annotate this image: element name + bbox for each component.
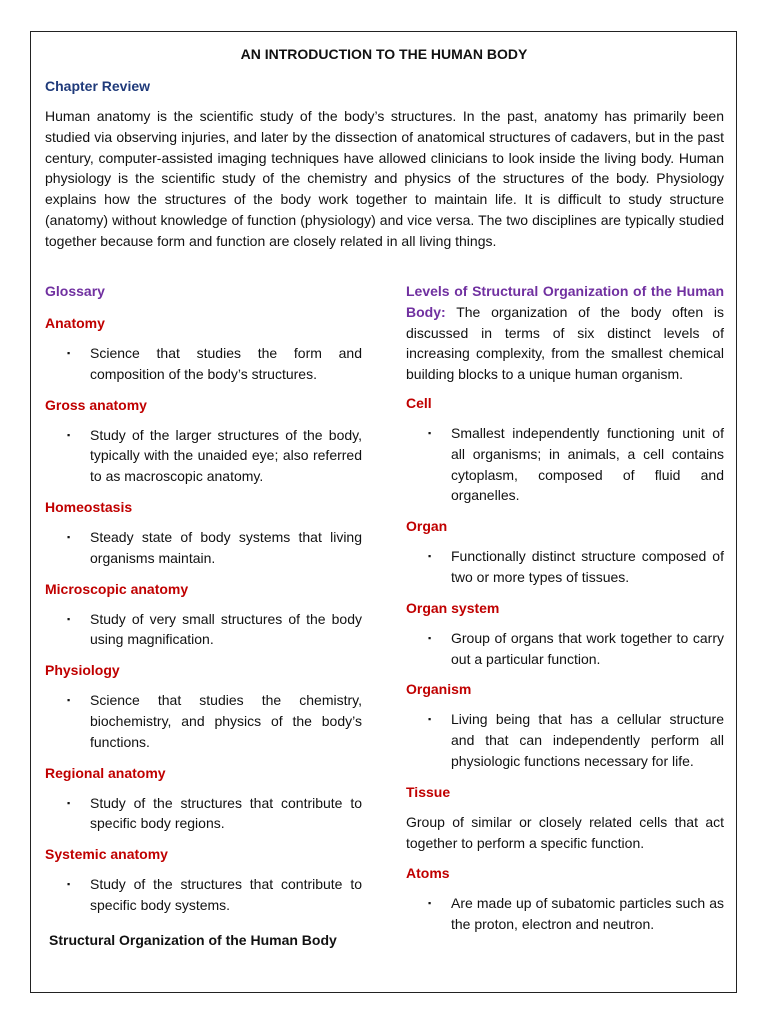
tissue-definition: Group of similar or closely related cells that act together to perform a specific function. xyxy=(406,813,724,851)
definition-text: Group of organs that work together to carry out a particular function. xyxy=(451,629,724,667)
bullet-icon: ▪ xyxy=(428,714,432,725)
definition-item xyxy=(406,893,724,935)
definition-item xyxy=(45,609,362,651)
term-anatomy: Anatomy xyxy=(45,315,105,331)
definition-text: Smallest independently functioning unit of all organisms; in animals, a cell contains cytoplasm, composed of fluid and organelles. xyxy=(451,424,724,504)
definition-item xyxy=(406,423,724,506)
definition-item xyxy=(406,628,724,670)
bullet-icon: ▪ xyxy=(428,632,432,643)
bullet-icon: ▪ xyxy=(428,898,432,909)
intro-paragraph: Human anatomy is the scientific study of the body’s structures. In the past, anatomy has primarily been studied via observing injuries, and later by the dissection of anatomical structures of cadavers, but in the past century, computer-assisted imaging techniques have allowed clinicians to look inside the living body. Human physiology is the scientific study of the chemistry and physics of the structures of the body. Physiology explains how the structures of the body work together to maintain life. It is difficult to study structure (anatomy) without knowledge of function (physiology) and vice versa. The two disciplines are typically studied together because form and function are closely related in all living things. xyxy=(45,108,724,249)
bullet-icon: ▪ xyxy=(67,879,71,890)
definition-text: Study of the structures that contribute to specific body systems. xyxy=(90,876,362,913)
term-regional-anatomy: Regional anatomy xyxy=(45,764,166,781)
levels-text: The organization of the body often is discussed in terms of six distinct levels of increasing complexity, from the smallest chemical building blocks to a unique human organism. xyxy=(406,303,724,383)
definition-item xyxy=(45,527,362,569)
levels-paragraph xyxy=(406,281,724,385)
bullet-icon: ▪ xyxy=(67,695,71,706)
bullet-icon: ▪ xyxy=(67,797,71,808)
definition-item xyxy=(45,690,362,752)
term-organ: Organ xyxy=(406,518,448,535)
structural-organization-heading: Structural Organization of the Human Body xyxy=(49,931,337,948)
definition-text: Science that studies the form and composition of the body’s structures. xyxy=(90,345,362,382)
term-organ-system: Organ system xyxy=(406,599,500,616)
definition-text: Functionally distinct structure composed of two or more types of tissues. xyxy=(451,548,724,585)
bullet-icon: ▪ xyxy=(67,429,71,440)
definition-text: Study of very small structures of the body using magnification. xyxy=(90,610,362,648)
term-tissue: Tissue xyxy=(406,783,451,800)
chapter-review-heading: Chapter Review xyxy=(45,78,151,94)
term-homeostasis: Homeostasis xyxy=(45,498,133,515)
bullet-icon: ▪ xyxy=(67,348,71,358)
term-microscopic-anatomy: Microscopic anatomy xyxy=(45,580,189,597)
term-gross-anatomy: Gross anatomy xyxy=(45,396,147,413)
glossary-heading: Glossary xyxy=(45,283,105,299)
definition-text: Living being that has a cellular structure and that can independently perform all physiologic functions necessary for life. xyxy=(451,711,724,769)
bullet-icon: ▪ xyxy=(67,613,71,624)
definition-item xyxy=(45,343,362,385)
definition-text: Are made up of subatomic particles such as the proton, electron and neutron. xyxy=(451,895,724,933)
definition-item xyxy=(45,793,362,835)
definition-item xyxy=(406,546,724,588)
term-atoms: Atoms xyxy=(406,865,450,882)
document-title: AN INTRODUCTION TO THE HUMAN BODY xyxy=(240,46,528,62)
definition-text: Study of the structures that contribute to specific body regions. xyxy=(90,794,362,832)
definition-item xyxy=(45,425,362,487)
bullet-icon: ▪ xyxy=(67,531,71,542)
definition-text: Study of the larger structures of the body, typically with the unaided eye; also referred to as macroscopic anatomy. xyxy=(90,426,362,485)
glossary-column xyxy=(45,281,362,950)
levels-column xyxy=(406,281,724,945)
definition-text: Science that studies the chemistry, biochemistry, and physics of the body’s functions. xyxy=(90,692,362,750)
definition-text: Steady state of body systems that living organisms maintain. xyxy=(90,528,362,566)
term-systemic-anatomy: Systemic anatomy xyxy=(45,846,168,863)
levels-heading: Levels of Structural Organization of the Human Body: xyxy=(406,283,724,320)
definition-item xyxy=(45,874,362,916)
term-organism: Organism xyxy=(406,681,472,698)
definition-item xyxy=(406,709,724,771)
term-cell: Cell xyxy=(406,394,432,411)
bullet-icon: ▪ xyxy=(428,427,432,438)
bullet-icon: ▪ xyxy=(428,551,432,562)
term-physiology: Physiology xyxy=(45,662,120,679)
